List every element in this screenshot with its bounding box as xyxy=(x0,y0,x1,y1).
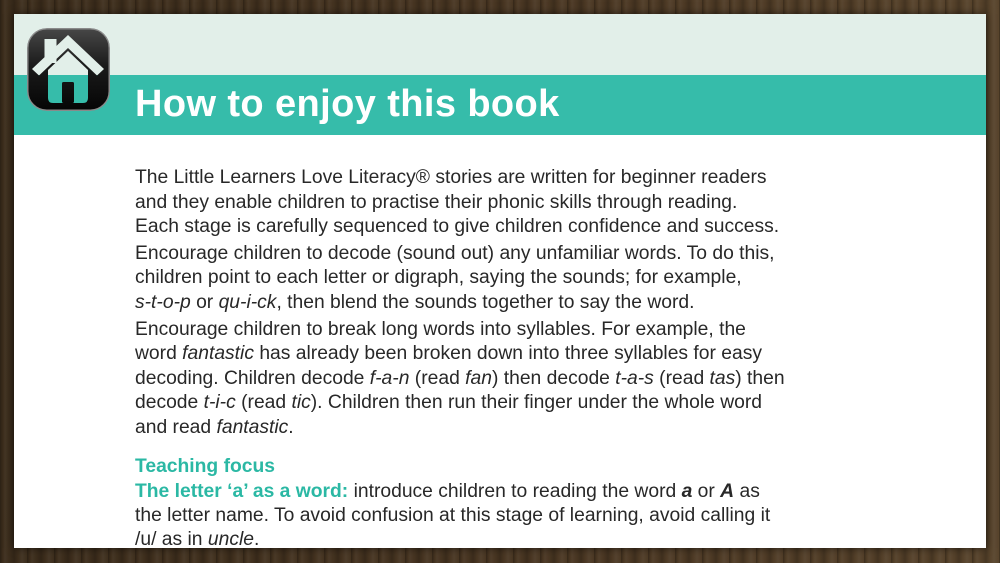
text-segment: s-t-o-p xyxy=(135,291,191,313)
text-segment: t-a-s xyxy=(615,367,654,389)
text-segment: word xyxy=(135,343,183,365)
page-title: How to enjoy this book xyxy=(135,82,560,125)
text-segment: introduce children to reading the word xyxy=(348,480,682,502)
header-strip xyxy=(14,14,986,75)
home-icon xyxy=(27,28,110,111)
text-line xyxy=(135,242,906,267)
text-segment: Teaching focus xyxy=(135,455,275,477)
text-segment: and they enable children to practise their phonic skills through reading. xyxy=(135,191,738,213)
text-segment: /u/ as in xyxy=(135,528,208,548)
text-line xyxy=(135,291,906,316)
text-line xyxy=(135,318,906,343)
text-segment: children point to each letter or digraph, saying the sounds; for example, xyxy=(135,267,742,289)
text-segment: The letter ‘a’ as a word: xyxy=(135,480,349,502)
paragraph-body xyxy=(135,242,906,316)
text-segment: (read xyxy=(653,367,710,389)
text-line xyxy=(135,480,906,504)
text-segment: The Little Learners Love Literacy® stories are written for beginner readers xyxy=(135,167,767,188)
text-segment: t-i-c xyxy=(203,392,236,414)
app-screen xyxy=(14,14,986,548)
paragraph-body xyxy=(135,318,906,441)
text-segment: or xyxy=(190,291,219,313)
text-segment: (read xyxy=(409,367,466,389)
text-segment: . xyxy=(254,528,260,548)
text-segment: f-a-n xyxy=(369,367,410,389)
text-segment: and read xyxy=(135,416,217,438)
paragraph-focus-body xyxy=(135,480,906,548)
text-segment: tic xyxy=(291,392,311,414)
text-line xyxy=(135,528,906,548)
text-segment: Each stage is carefully sequenced to give children confidence and success. xyxy=(135,216,780,238)
text-segment: , then blend the sounds together to say the word. xyxy=(276,291,695,313)
text-segment: fan xyxy=(465,367,492,389)
text-segment: ). Children then run their finger under the whole word xyxy=(310,392,762,414)
text-segment: Encourage children to break long words into syllables. For example, the xyxy=(135,318,746,340)
text-line xyxy=(135,455,906,478)
text-segment: or xyxy=(692,480,721,502)
title-banner xyxy=(14,75,986,135)
text-segment: ) then decode xyxy=(491,367,616,389)
text-segment: fantastic xyxy=(182,343,254,365)
text-line xyxy=(135,215,906,240)
text-line xyxy=(135,391,906,416)
text-segment: . xyxy=(288,416,294,438)
text-segment: uncle xyxy=(207,528,254,548)
text-segment: Encourage children to decode (sound out) any unfamiliar words. To do this, xyxy=(135,242,775,264)
text-line xyxy=(135,266,906,291)
text-segment: as xyxy=(734,480,760,502)
text-line xyxy=(135,191,906,216)
text-line xyxy=(135,342,906,367)
text-line xyxy=(135,166,906,191)
text-segment: qu-i-ck xyxy=(218,291,277,313)
text-line xyxy=(135,367,906,392)
text-segment: decode xyxy=(135,392,204,414)
text-segment: fantastic xyxy=(216,416,289,438)
text-segment: has already been broken down into three syllables for easy xyxy=(253,343,763,365)
page-body xyxy=(14,135,986,548)
text-segment: (read xyxy=(235,392,292,414)
text-segment: tas xyxy=(709,367,736,389)
text-segment: A xyxy=(720,480,735,502)
text-line xyxy=(135,504,906,528)
home-button[interactable] xyxy=(27,28,110,111)
text-segment: ) then xyxy=(735,367,785,389)
text-segment: decoding. Children decode xyxy=(135,367,370,389)
paragraph-focus-heading xyxy=(135,455,906,478)
paragraph-body xyxy=(135,166,906,240)
text-segment: a xyxy=(681,480,693,502)
text-line xyxy=(135,416,906,441)
text-segment: the letter name. To avoid confusion at this stage of learning, avoid calling it xyxy=(135,504,771,526)
